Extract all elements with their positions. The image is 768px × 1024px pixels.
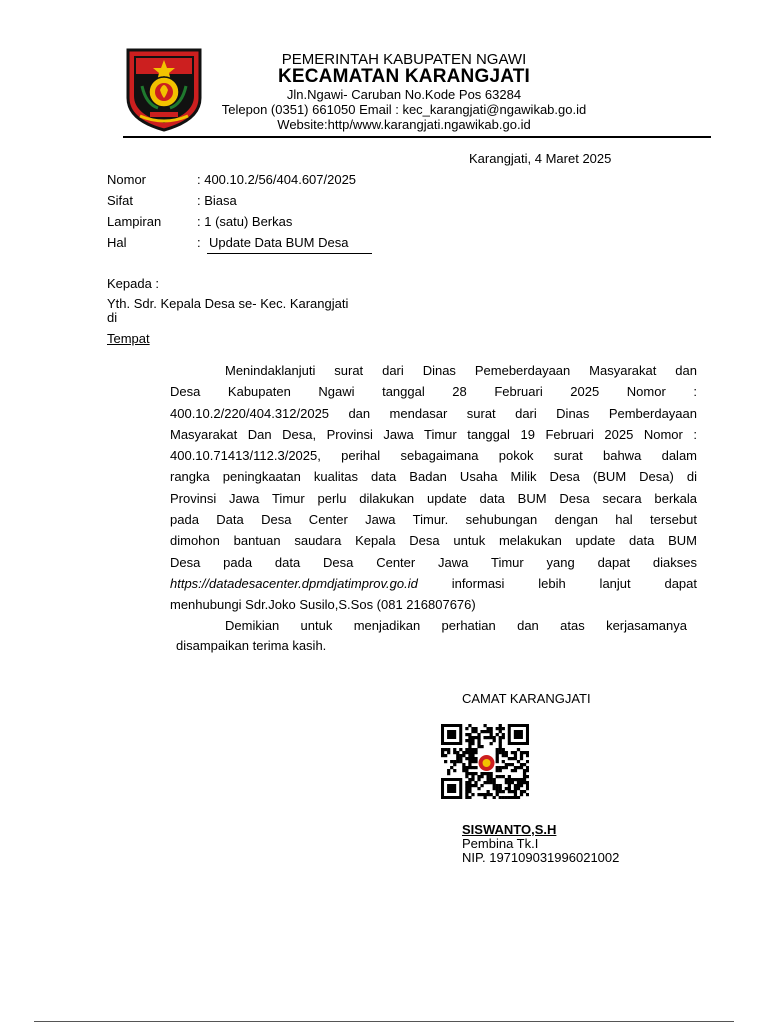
- sifat-label: Sifat: [107, 193, 134, 208]
- regency-emblem-logo: [122, 46, 206, 132]
- closing-line: disampaikan terima kasih.: [176, 638, 327, 653]
- letterhead-government: PEMERINTAH KABUPATEN NGAWI: [281, 51, 527, 68]
- body-paragraph-1: [170, 360, 697, 616]
- nomor-value: : 400.10.2/56/404.607/2025: [197, 172, 357, 187]
- letterhead-office: KECAMATAN KARANGJATI: [277, 66, 531, 87]
- letterhead-contact: Telepon (0351) 661050 Email : kec_karangjati@ngawikab.go.id: [221, 102, 587, 117]
- signatory-nip: NIP. 197109031996021002: [462, 850, 620, 865]
- signatory-name: SISWANTO,S.H: [462, 822, 557, 837]
- body-line: Provinsi Jawa Timur perlu dilakukan update data BUM Desa secara berkala: [170, 490, 697, 506]
- body-paragraph-2: [176, 616, 687, 656]
- body-line: 400.10.71413/112.3/2025, perihal sebagaimana pokok surat bahwa dalam: [170, 448, 697, 464]
- letterhead-address: Jln.Ngawi- Caruban No.Kode Pos 63284: [286, 87, 522, 102]
- hal-colon: :: [197, 235, 201, 250]
- datadesa-link[interactable]: https://datadesacenter.dpmdjatimprov.go.id: [170, 575, 418, 591]
- recipient-name: Yth. Sdr. Kepala Desa se- Kec. Karangjati: [107, 296, 349, 311]
- lampiran-label: Lampiran: [107, 214, 162, 229]
- body-line-link: [170, 573, 697, 594]
- qr-code-signature: [441, 724, 529, 799]
- closing-line: Demikian untuk menjadikan perhatian dan atas kerjasamanya: [225, 618, 687, 633]
- body-line: 400.10.2/220/404.312/2025 dan mendasar surat dari Dinas Pemberdayaan: [170, 405, 697, 421]
- sifat-value: : Biasa: [197, 193, 237, 208]
- link-tail-text: informasi lebih lanjut dapat: [417, 575, 697, 591]
- body-line: pada Data Desa Center Jawa Timur. sehubungan dengan hal tersebut: [170, 512, 697, 528]
- body-line: Desa Kabupaten Ngawi tanggal 28 Februari 2025 Nomor :: [170, 384, 697, 400]
- letterhead-website: Website:http/www.karangjati.ngawikab.go.id: [277, 117, 531, 132]
- page-bottom-rule: [34, 1021, 734, 1022]
- lampiran-value: : 1 (satu) Berkas: [197, 214, 293, 229]
- body-line: Desa pada data Desa Center Jawa Timur yang dapat diakses: [170, 554, 697, 570]
- body-line: rangka peningkaatan kualitas data Badan Usaha Milik Desa (BUM Desa) di: [170, 469, 697, 485]
- subject-underline: [207, 253, 372, 254]
- signatory-title: CAMAT KARANGJATI: [462, 691, 591, 706]
- body-line: Menindaklanjuti surat dari Dinas Pemeberdayaan Masyarakat dan: [225, 363, 697, 378]
- letterhead-divider: [123, 136, 711, 138]
- recipient-di: di: [107, 310, 118, 325]
- letter-date: Karangjati, 4 Maret 2025: [469, 151, 612, 166]
- kepada-label: Kepada :: [107, 276, 160, 291]
- body-line: menhubungi Sdr.Joko Susilo,S.Sos (081 216807676): [170, 597, 476, 613]
- recipient-place: Tempat: [107, 331, 150, 346]
- hal-label: Hal: [107, 235, 127, 250]
- signatory-rank: Pembina Tk.I: [462, 836, 539, 851]
- body-line: dimohon bantuan saudara Kepala Desa untuk melakukan update data BUM: [170, 533, 697, 549]
- hal-value: Update Data BUM Desa: [209, 235, 349, 250]
- body-line: Masyarakat Dan Desa, Provinsi Jawa Timur tanggal 19 Februari 2025 Nomor :: [170, 426, 697, 442]
- nomor-label: Nomor: [107, 172, 147, 187]
